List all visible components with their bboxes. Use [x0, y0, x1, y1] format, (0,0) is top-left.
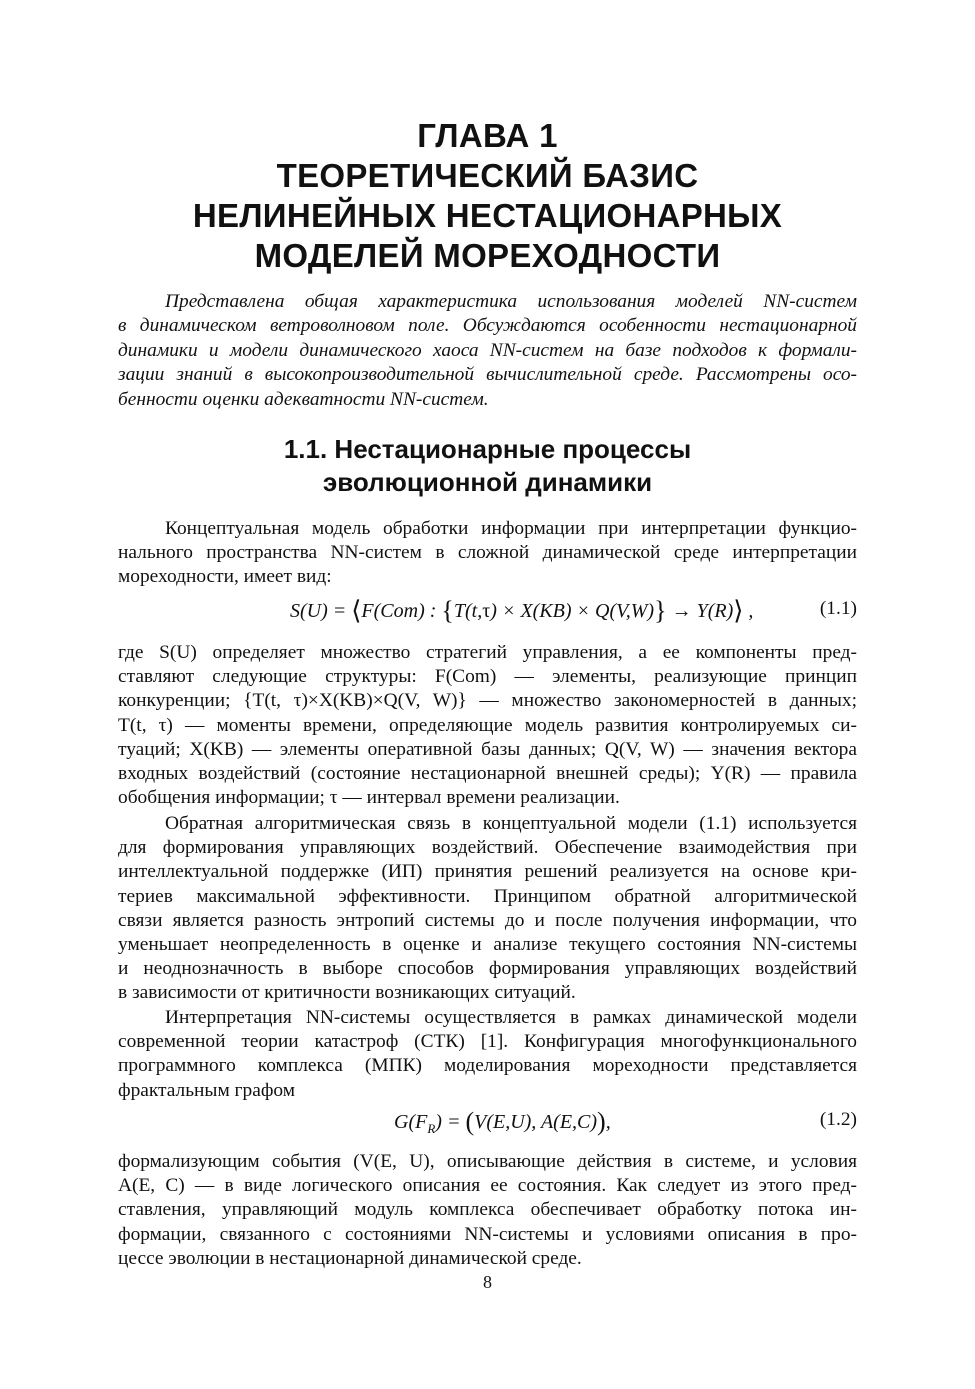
paragraph-line: интеллектуальной поддержке (ИП) принятия решений реализуется на основе кри- [118, 861, 857, 883]
paragraph-line: входных воздействий (состояние нестационарной внешней среды); Y(R) — правила [118, 763, 857, 785]
chapter-abstract [118, 290, 857, 412]
paragraph-line: мореходности, имеет вид: [118, 566, 332, 588]
paragraph-line: ставляют следующие структуры: F(Com) — элементы, реализующие принцип [118, 666, 857, 688]
formula-expression: $G(F_R) = (V(E,U)$, A(E,C)), [394, 1107, 611, 1136]
paragraph [118, 1006, 857, 1103]
paragraph-line: и неоднозначность в выборе способов формирования управляющих воздействий [118, 958, 857, 980]
paragraph [118, 641, 857, 810]
paragraph-line: фрактальным графом [118, 1079, 295, 1101]
section-heading-line: эволюционной динамики [322, 467, 653, 497]
paragraph [118, 1150, 857, 1271]
paragraph-line: Обратная алгоритмическая связь в концептуальной модели (1.1) используется [165, 813, 857, 834]
paragraph-line: Концептуальная модель обработки информации при интерпретации функцио- [165, 518, 857, 539]
abstract-line: зации знаний в высокопроизводительной вычислительной среде. Рассмотрены осо- [118, 364, 857, 386]
chapter-title-line: ТЕОРЕТИЧЕСКИЙ БАЗИС [276, 157, 699, 194]
section-heading-line: 1.1. Нестационарные процессы [283, 434, 692, 464]
abstract-line: бенности оценки адекватности NN-систем. [118, 388, 489, 410]
paragraph-line: для формирования управляющих воздействий. Обеспечение взаимодействия при [118, 837, 857, 859]
paragraph-line: где S(U) определяет множество стратегий управления, а ее компоненты пред- [118, 642, 857, 663]
paragraph-line: конкуренции; {T(t, τ)×X(KB)×Q(V, W)} — множество закономерностей в данных; [118, 690, 857, 712]
paragraph-line: программного комплекса (МПК) моделирования мореходности представляется [118, 1055, 857, 1077]
paragraph-line: териев максимальной эффективности. Принципом обратной алгоритмической [118, 885, 857, 907]
paragraph-line: современной теории катастроф (СТК) [1]. Конфигурация многофункционального [118, 1031, 857, 1053]
paragraph-line: нального пространства NN-систем в сложной динамической среде интерпретации [118, 542, 857, 564]
formula-1-1 [118, 596, 857, 630]
paragraph-line: в зависимости от критичности возникающих ситуаций. [118, 982, 576, 1004]
paragraph-line: туаций; X(KB) — элементы оперативной базы данных; Q(V, W) — значения вектора [118, 738, 857, 760]
paragraph-line: ставления, управляющий модуль комплекса обеспечивает обработку потока ин- [118, 1199, 857, 1221]
paragraph-line: A(E, C) — в виде логического описания ее состояния. Как следует из этого пред- [118, 1175, 857, 1197]
formula-number: (1.1) [819, 598, 857, 619]
paragraph-line: формации, связанного с состояниями NN-системы и условиями описания в про- [118, 1223, 857, 1245]
paragraph-line: обобщения информации; τ — интервал времени реализации. [118, 787, 620, 809]
abstract-line: Представлена общая характеристика использования моделей NN-систем [165, 291, 857, 312]
paragraph-line: уменьшает неопределенность в оценке и анализе текущего состояния NN-системы [118, 934, 857, 956]
paragraph-line: Интерпретация NN-системы осуществляется в рамках динамической модели [165, 1007, 857, 1028]
abstract-line: динамики и модели динамического хаоса NN-систем на базе подходов к формали- [118, 339, 857, 361]
paragraph-line: связи является разность энтропий системы до и после получения информации, что [118, 909, 857, 931]
paragraph [118, 812, 857, 1006]
formula-number: (1.2) [819, 1109, 857, 1130]
chapter-title-line: ГЛАВА 1 [417, 117, 558, 154]
chapter-title [118, 116, 857, 276]
section-heading [118, 433, 857, 499]
book-page [118, 0, 857, 1389]
formula-1-2 [118, 1107, 857, 1141]
abstract-line: в динамическом ветроволновом поле. Обсуждаются особенности нестационарной [118, 315, 857, 337]
formula-expression: S(U) = ⟨F(Com) : {T(t,τ) × X(KB) × Q(V,W)} → Y(R)⟩ , [290, 596, 754, 625]
chapter-title-line: МОДЕЛЕЙ МОРЕХОДНОСТИ [254, 237, 721, 274]
paragraph-line: формализующим события (V(E, U), описывающие действия в системе, и условия [118, 1151, 857, 1172]
page-number: 8 [483, 1272, 492, 1292]
paragraph-line: T(t, τ) — моменты времени, определяющие модель развития контролируемых си- [118, 714, 857, 736]
chapter-title-line: НЕЛИНЕЙНЫХ НЕСТАЦИОНАРНЫХ [192, 197, 783, 234]
paragraph [118, 517, 857, 590]
paragraph-line: цессе эволюции в нестационарной динамической среде. [118, 1247, 582, 1269]
